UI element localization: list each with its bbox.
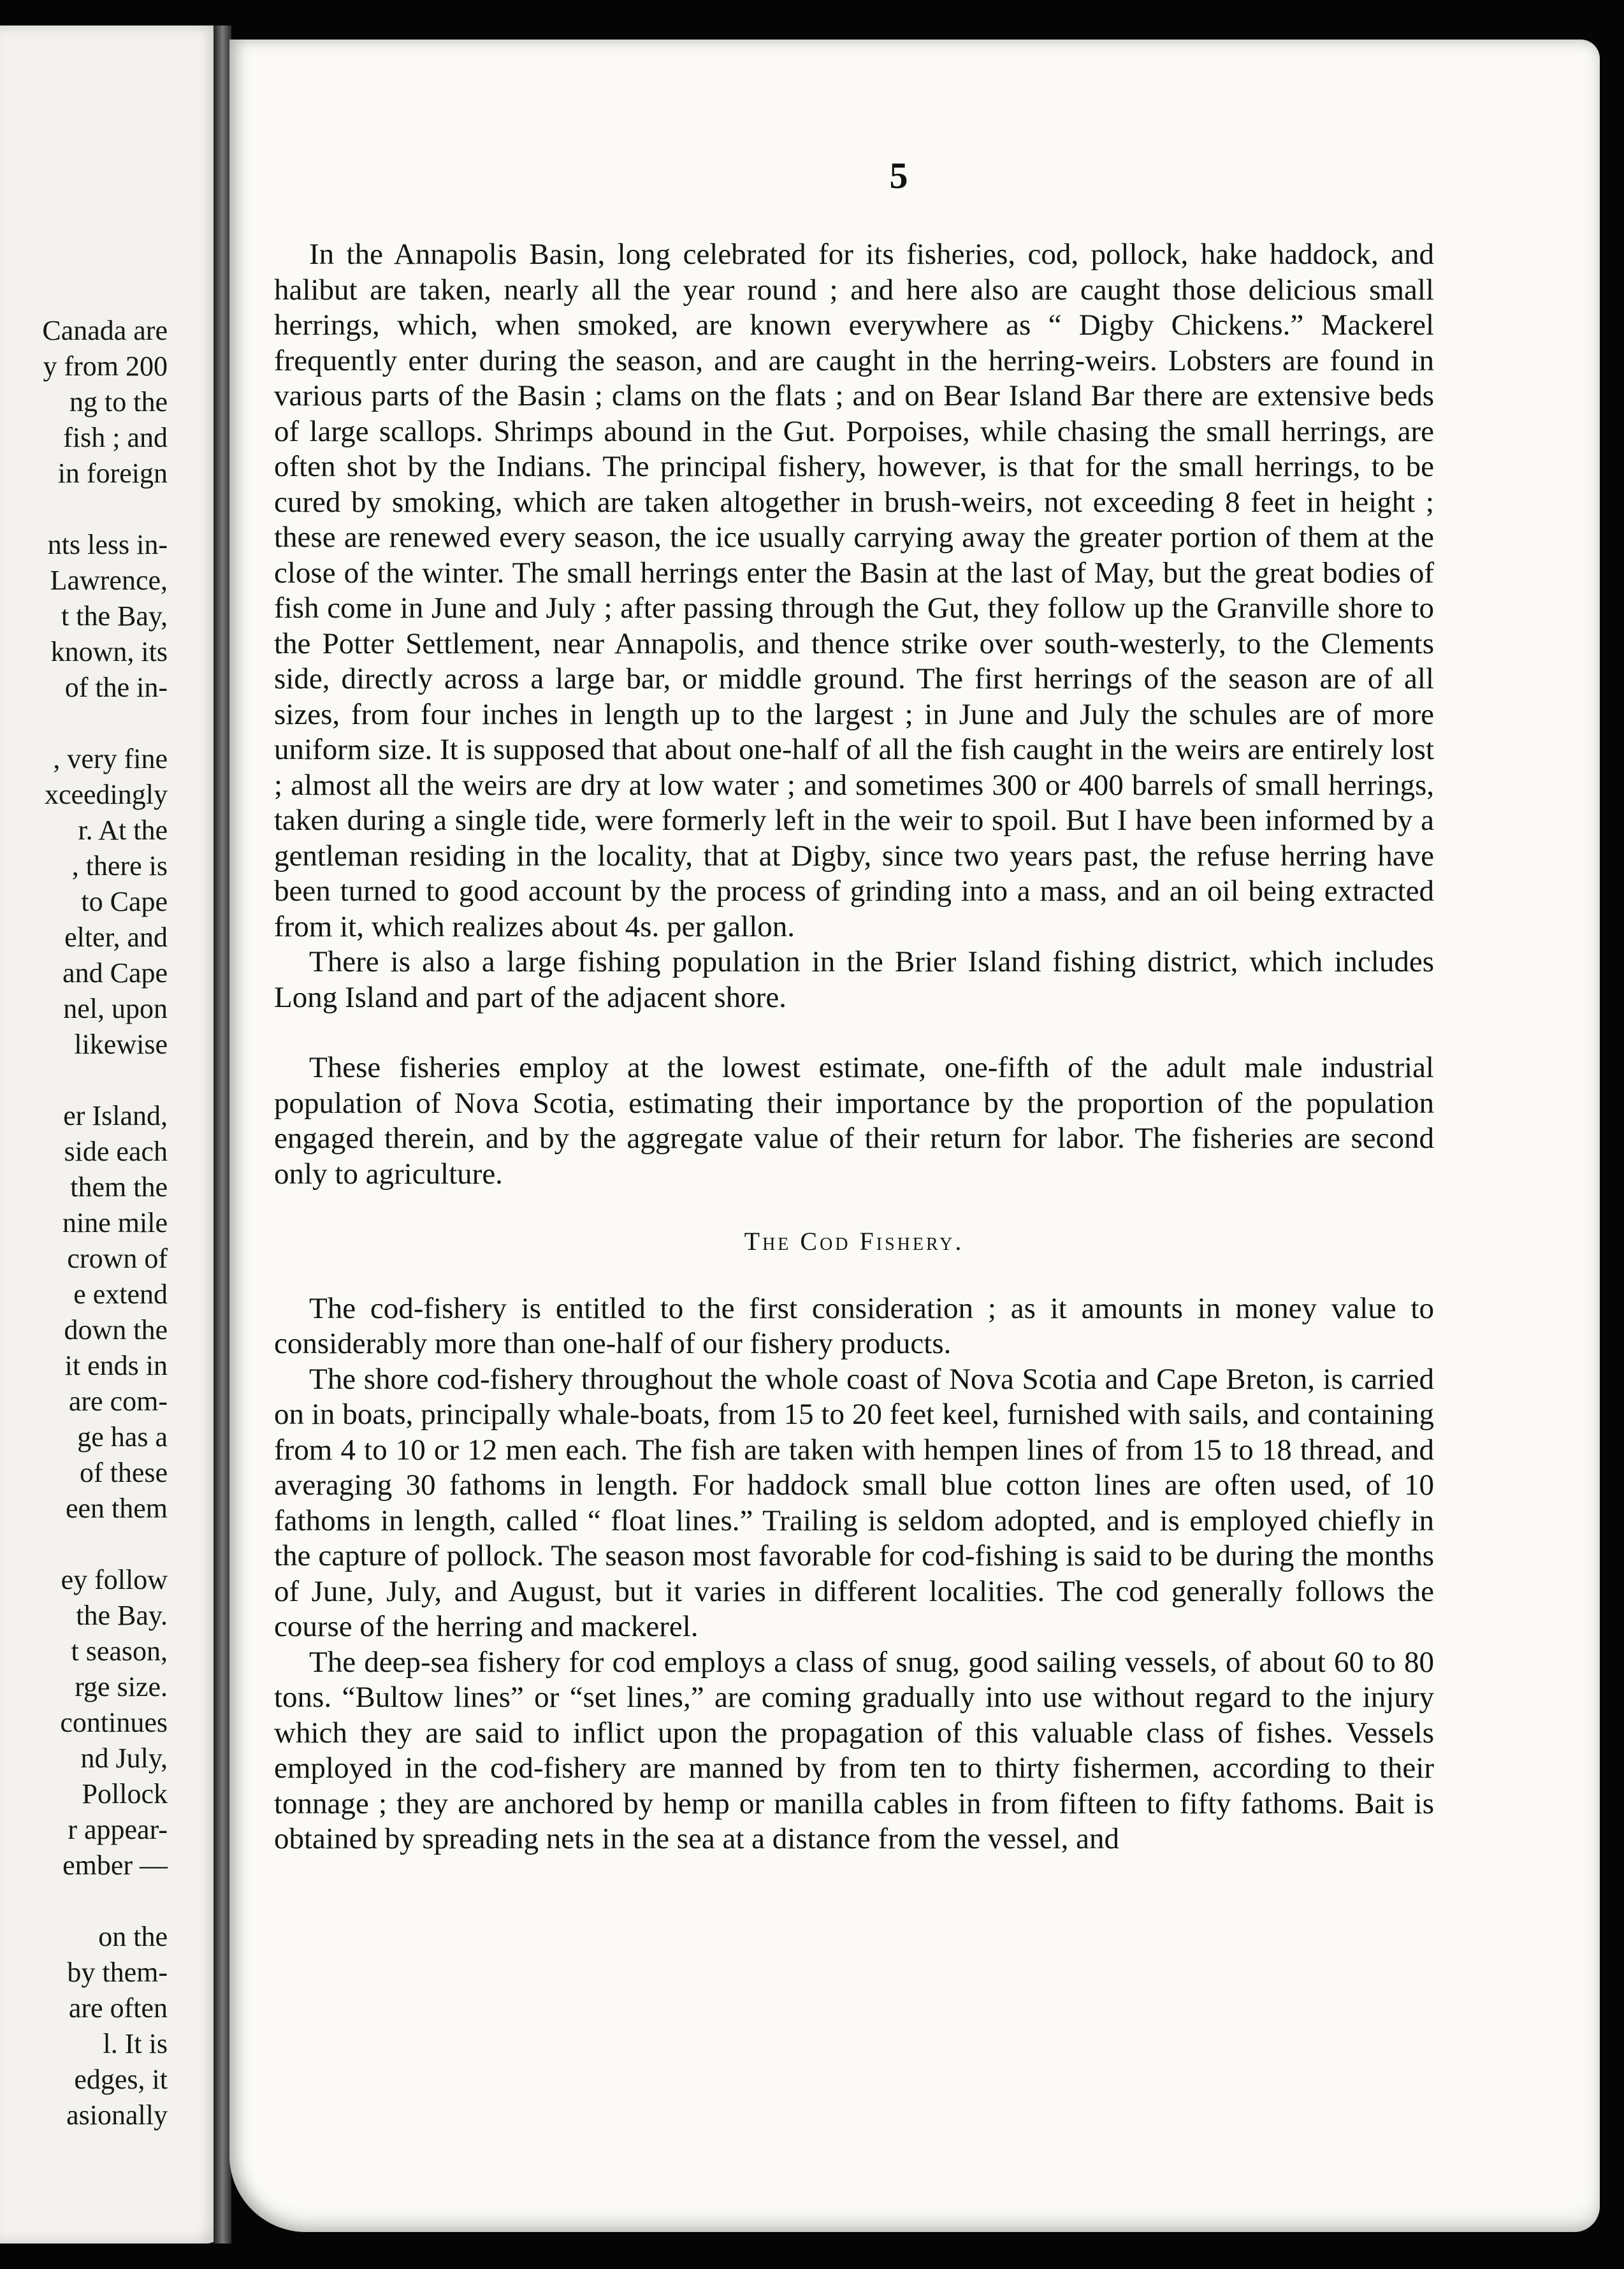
previous-page-blank-line [0, 1062, 168, 1098]
paragraph-annapolis-basin: In the Annapolis Basin, long celebrated for its fisheries, cod, pollock, hake haddock, and halibut are taken, nearly all the year round ; and here also are caught those delicious small herrings, which, when smoked, are known everywhere as “ Digby Chickens.” Mackerel frequently enter during the season, and are caught in the herring-weirs. Lobsters are found in various parts of the Basin ; clams on the flats ; and on Bear Island Bar there are extensive beds of large scallops. Shrimps abound in the Gut. Porpoises, while chasing the small herrings, are often shot by the Indians. The principal fishery, however, is that for the small herrings, to be cured by smoking, which are taken altogether in brush-weirs, not exceeding 8 feet in height ; these are renewed every season, the ice usually carrying away the greater portion of them at the close of the winter. The small herrings enter the Basin at the last of May, but the great bodies of fish come in June and July ; after passing through the Gut, they follow up the Granville shore to the Potter Settlement, near Annapolis, and thence strike over south-westerly, to the Clements side, directly across a large bar, or middle ground. The first herrings of the season are of all sizes, from four inches in length up to the largest ; in June and July the schules are of more uniform size. It is supposed that about one-half of all the fish caught in the weirs are entirely lost ; almost all the weirs are dry at low water ; and sometimes 300 or 400 barrels of small herrings, taken during a single tide, were formerly left in the weir to spoil. But I have been informed by a gentleman residing in the locality, that at Digby, since two years past, the refuse herring have been turned to good account by the process of grinding into a mass, and an oil being extracted from it, which realizes about 4s. per gallon. [274, 238, 1434, 943]
previous-page-line: ey follow [61, 1564, 168, 1595]
previous-page-line: are often [68, 1992, 168, 2024]
previous-page-line: , there is [71, 850, 168, 881]
previous-page-blank-line [0, 706, 168, 741]
previous-page-line: of these [79, 1457, 168, 1488]
previous-page-line: Pollock [82, 1778, 168, 1809]
previous-page-line: by them- [67, 1957, 168, 1988]
previous-page-line: een them [65, 1493, 168, 1524]
paragraph-fisheries-employment: These fisheries employ at the lowest estimate, one-fifth of the adult male industrial population of Nova Scotia, estimating their importance by the proportion of the population engaged therein, and by the aggregate value of their return for labor. The fisheries are second only to agriculture. [274, 1051, 1434, 1191]
previous-page-line: ng to the [69, 386, 168, 417]
paragraph-deep-sea-fishery: The deep-sea fishery for cod employs a class of snug, good sailing vessels, of about 60 to 80 tons. “Bultow lines” or “set lines,” are coming gradually into use without regard to the injury which they are said to inflict upon the propagation of this valuable class of fishes. Vessels employed in the cod-fishery are manned by from ten to thirty fishermen, according to their tonnage ; they are anchored by hemp or manilla cables in from fifteen to fifty fathoms. Bait is obtained by spreading nets in the sea at a distance from the vessel, and [274, 1645, 1434, 1855]
previous-page-line: nd July, [80, 1743, 168, 1774]
previous-page-line: edges, it [74, 2064, 168, 2095]
previous-page-line: y from 200 [43, 351, 168, 382]
previous-page-line: rge size. [75, 1671, 168, 1702]
previous-page-line: them the [70, 1171, 168, 1203]
previous-page-text [0, 277, 168, 2133]
previous-page-line: are com- [68, 1386, 168, 1417]
page-body [274, 237, 1434, 1857]
previous-page-line: of the in- [64, 672, 168, 703]
previous-page-line: r. At the [78, 815, 168, 846]
previous-page-line: to Cape [81, 886, 168, 917]
previous-page-fragment [0, 25, 225, 2244]
paragraph-cod-first-consideration: The cod-fishery is entitled to the first consideration ; as it amounts in money value to considerably more than one-half of our fishery products. [274, 1291, 1434, 1360]
previous-page-line: crown of [67, 1243, 168, 1274]
previous-page-line: likewise [74, 1029, 168, 1060]
previous-page-line: r appear- [68, 1814, 168, 1845]
previous-page-line: it ends in [64, 1350, 168, 1381]
previous-page-line: e extend [73, 1279, 168, 1310]
previous-page-blank-line [0, 1883, 168, 1919]
page [229, 40, 1600, 2232]
previous-page-line: ge has a [77, 1421, 168, 1453]
previous-page-line: l. It is [103, 2028, 168, 2059]
previous-page-line: the Bay. [76, 1600, 168, 1631]
previous-page-line: Lawrence, [50, 565, 168, 596]
previous-page-line: nts less in- [47, 529, 168, 560]
previous-page-line: on the [98, 1921, 168, 1952]
previous-page-line: er Island, [63, 1100, 168, 1131]
paragraph-brier-island: There is also a large fishing population in the Brier Island fishing district, which includes Long Island and part of the adjacent shore. [274, 945, 1434, 1014]
previous-page-line: continues [60, 1707, 168, 1738]
previous-page-line: fish ; and [63, 422, 168, 453]
previous-page-line: known, its [50, 636, 168, 667]
previous-page-blank-line [0, 1526, 168, 1562]
previous-page-line: ember — [62, 1850, 168, 1881]
previous-page-line: , very fine [53, 743, 168, 774]
previous-page-line: t the Bay, [61, 600, 168, 632]
section-heading-cod-fishery: The Cod Fishery. [744, 1227, 964, 1256]
book-gutter [214, 25, 231, 2244]
page-number: 5 [889, 155, 908, 196]
previous-page-line: and Cape [62, 957, 168, 989]
previous-page-blank-line [0, 491, 168, 527]
previous-page-line: xceedingly [44, 779, 168, 810]
previous-page-line: nel, upon [63, 993, 168, 1024]
previous-page-line: down the [64, 1314, 168, 1345]
previous-page-line: Canada are [42, 315, 168, 346]
previous-page-blank-line [0, 277, 168, 313]
previous-page-line: t season, [71, 1635, 168, 1667]
previous-page-line: side each [64, 1136, 168, 1167]
previous-page-line: nine mile [62, 1207, 168, 1238]
previous-page-line: in foreign [57, 458, 168, 489]
previous-page-line: elter, and [64, 922, 168, 953]
previous-page-line: asionally [66, 2099, 168, 2131]
paragraph-shore-cod-fishery: The shore cod-fishery throughout the whole coast of Nova Scotia and Cape Breton, is carried on in boats, principally whale-boats, from 15 to 20 feet keel, furnished with sails, and containing from 4 to 10 or 12 men each. The fish are taken with hempen lines of from 15 to 18 thread, and averaging 30 fathoms in length. For haddock small blue cotton lines are often used, of 10 fathoms in length, called “ float lines.” Trailing is seldom adopted, and is employed chiefly in the capture of pollock. The season most favorable for cod-fishing is said to be during the months of June, July, and August, but it varies in different localities. The cod generally follows the course of the herring and mackerel. [274, 1362, 1434, 1643]
